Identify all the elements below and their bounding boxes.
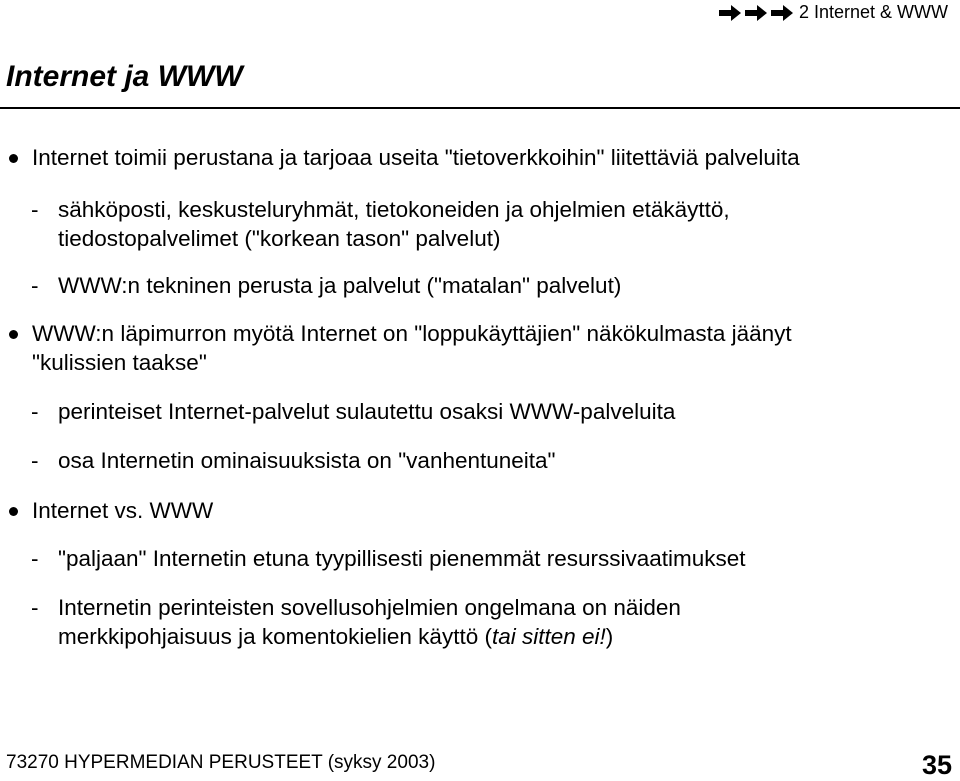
page-number: 35 [921,750,952,780]
sub-item-text: "paljaan" Internetin etuna tyypillisesti pienemmät resurssivaatimukset [58,546,746,571]
sub-item-text: sähköposti, keskusteluryhmät, tietokoneiden ja ohjelmien etäkäyttö, [58,197,730,222]
bullet-icon [9,154,18,163]
sub-item-text: Internetin perinteisten sovellusohjelmien ongelmana on näiden [58,595,681,620]
right-arrow-icon [745,5,767,21]
sub-item-text: tiedostopalvelimet ("korkean tason" palvelut) [58,226,501,251]
bullet-text: WWW:n läpimurron myötä Internet on "loppukäyttäjien" näkökulmasta jäänyt [32,321,792,346]
arrow-icons [719,5,793,21]
dash-marker: - [31,595,39,620]
bullet-text: Internet toimii perustana ja tarjoaa useita "tietoverkkoihin" liitettäviä palveluita [32,145,800,170]
bullet-icon [9,330,18,339]
bullet-text: "kulissien taakse" [32,350,207,375]
section-header [719,2,948,23]
section-label: 2 Internet & WWW [798,2,948,22]
sub-item-text: perinteiset Internet-palvelut sulautettu osaksi WWW-palveluita [58,399,676,424]
course-footer: 73270 HYPERMEDIAN PERUSTEET (syksy 2003) [6,752,436,773]
sub-item-text-part: ) [605,624,614,649]
bullet-icon [9,507,18,516]
right-arrow-icon [719,5,741,21]
sub-item-text: osa Internetin ominaisuuksista on "vanhentuneita" [58,448,556,473]
bullet-text: Internet vs. WWW [32,498,214,523]
dash-marker: - [31,273,39,298]
italic-remark: tai sitten ei! [491,624,606,649]
right-arrow-icon [771,5,793,21]
sub-item-text-part: merkkipohjaisuus ja komentokielien käyttö ( [58,624,492,649]
dash-marker: - [31,546,39,571]
dash-marker: - [31,448,39,473]
sub-item-text [58,623,613,650]
dash-marker: - [31,399,39,424]
title-divider [0,107,960,109]
page-title: Internet ja WWW [6,60,243,93]
sub-item-text: WWW:n tekninen perusta ja palvelut ("matalan" palvelut) [58,273,622,298]
dash-marker: - [31,197,39,222]
